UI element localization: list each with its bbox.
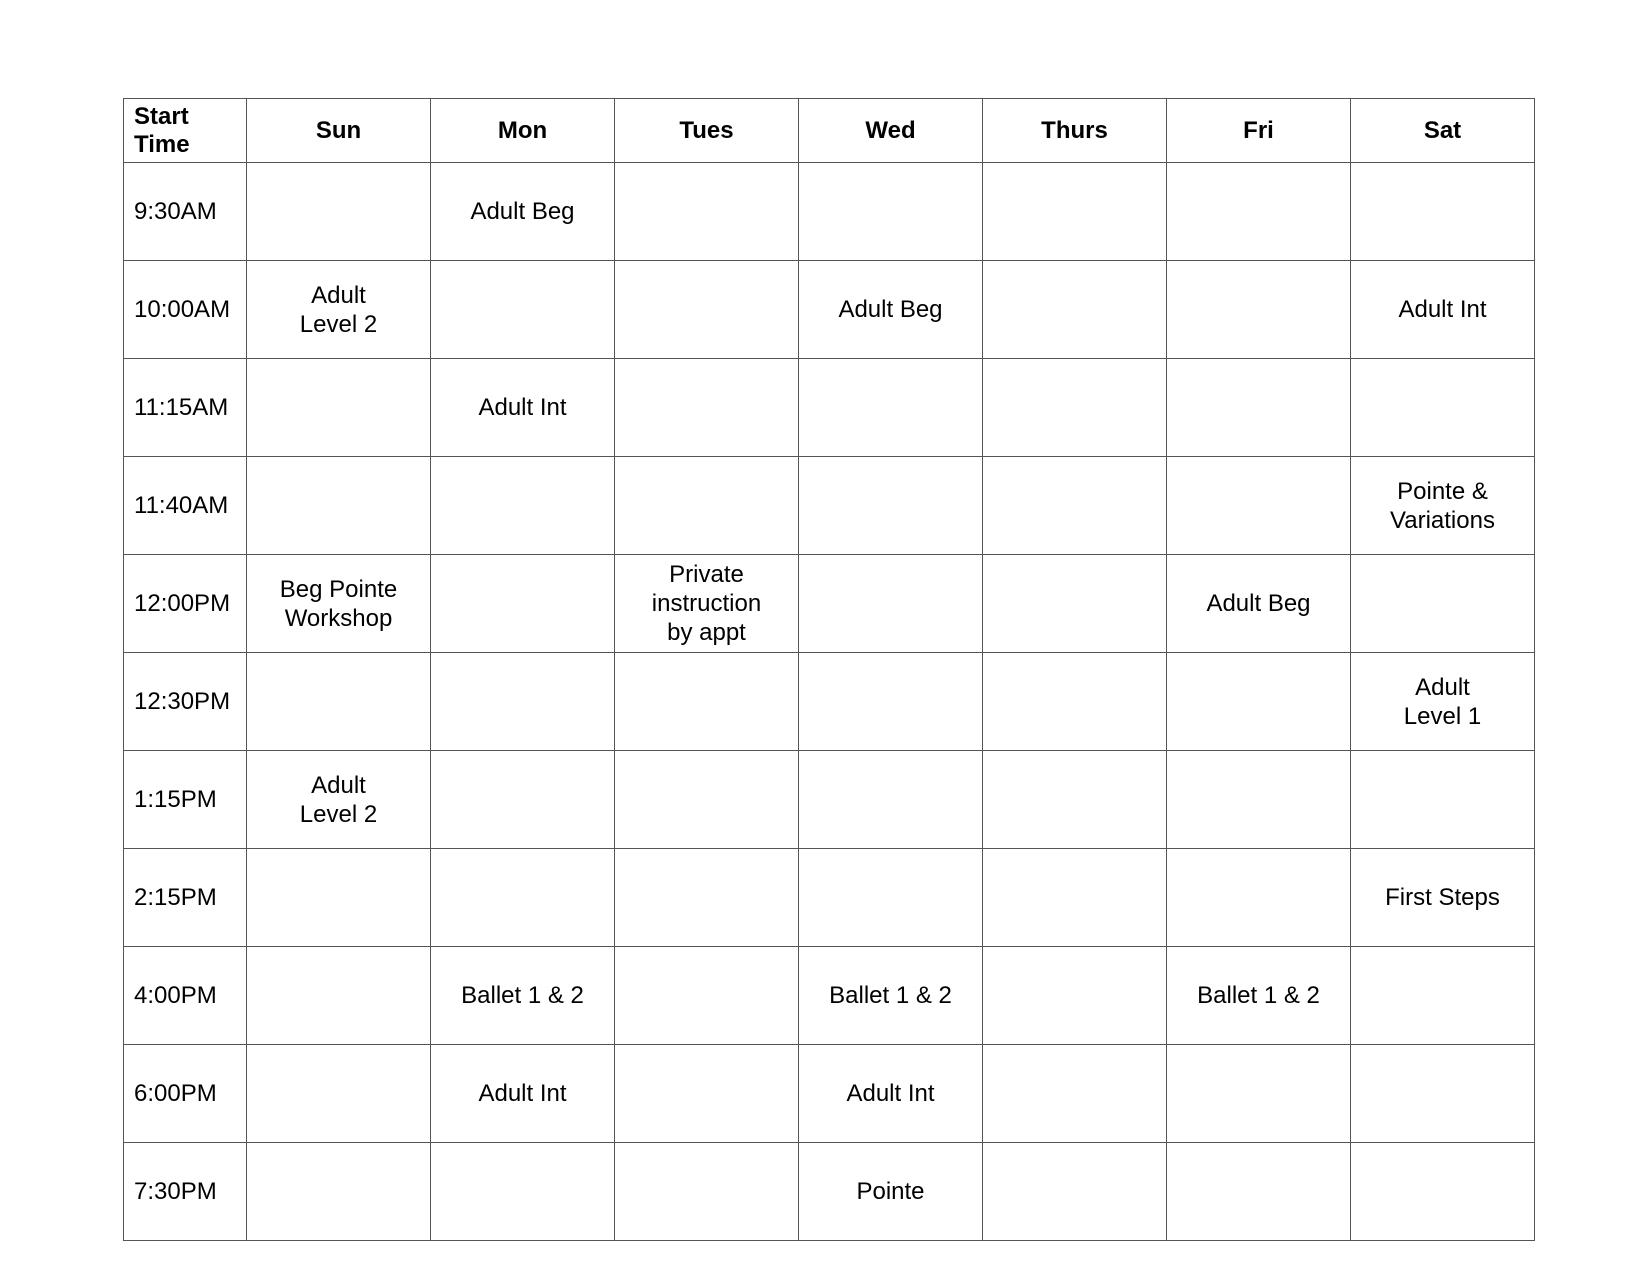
schedule-row [124,1143,1535,1241]
day-header-thurs: Thurs [983,99,1167,163]
class-cell-fri [1167,751,1351,849]
class-cell-thurs [983,751,1167,849]
class-cell-sat [1351,1143,1535,1241]
schedule-row [124,163,1535,261]
class-name: Beg Pointe [279,575,398,603]
day-header-wed: Wed [799,99,983,163]
class-cell-wed [799,751,983,849]
class-cell-wed [799,1045,983,1143]
class-name: Workshop [284,604,393,632]
class-cell-sun [247,457,431,555]
class-cell-mon [431,261,615,359]
class-cell-thurs [983,555,1167,653]
class-cell-thurs [983,163,1167,261]
day-header-tues: Tues [615,99,799,163]
schedule-row [124,555,1535,653]
class-cell-mon [431,555,615,653]
start-time-cell: 11:15AM [124,359,247,457]
day-header-mon: Mon [431,99,615,163]
schedule-row [124,849,1535,947]
class-name: Adult Int [846,1080,935,1107]
class-cell-fri [1167,947,1351,1045]
class-cell-wed [799,947,983,1045]
class-name: Variations [1390,506,1495,534]
start-time-cell: 11:40AM [124,457,247,555]
class-cell-tues [615,261,799,359]
class-cell-sat [1351,163,1535,261]
class-name: Adult Beg [470,198,575,225]
class-cell-mon [431,751,615,849]
class-cell-wed [799,359,983,457]
class-cell-wed [799,261,983,359]
schedule-row [124,653,1535,751]
class-cell-mon [431,1045,615,1143]
class-cell-wed [799,653,983,751]
class-cell-sun [247,555,431,653]
class-cell-mon [431,1143,615,1241]
class-cell-sun [247,261,431,359]
start-time-header [124,99,247,163]
class-cell-sat [1351,849,1535,947]
schedule-row [124,359,1535,457]
schedule-row [124,751,1535,849]
start-time-cell: 10:00AM [124,261,247,359]
class-cell-mon [431,457,615,555]
class-cell-fri [1167,1143,1351,1241]
class-cell-fri [1167,261,1351,359]
schedule-row [124,261,1535,359]
day-header-sun: Sun [247,99,431,163]
class-cell-mon [431,653,615,751]
class-cell-fri [1167,653,1351,751]
start-time-cell: 12:00PM [124,555,247,653]
class-cell-tues [615,849,799,947]
schedule-row [124,947,1535,1045]
class-cell-sun [247,163,431,261]
schedule-row [124,1045,1535,1143]
class-cell-sat [1351,947,1535,1045]
class-schedule-table [123,98,1535,1241]
class-cell-tues [615,457,799,555]
class-cell-thurs [983,1143,1167,1241]
class-name: Ballet 1 & 2 [1197,982,1320,1009]
class-name: Level 2 [299,800,378,828]
class-cell-mon [431,359,615,457]
class-cell-wed [799,457,983,555]
class-name: Adult Int [1398,296,1487,323]
class-cell-fri [1167,457,1351,555]
class-name: Adult [311,771,366,799]
class-name: Adult Int [478,394,567,421]
class-cell-sun [247,751,431,849]
class-cell-fri [1167,1045,1351,1143]
class-name: Adult [1415,673,1470,701]
class-cell-sun [247,653,431,751]
class-cell-wed [799,555,983,653]
class-cell-thurs [983,261,1167,359]
class-cell-sat [1351,555,1535,653]
class-cell-wed [799,163,983,261]
day-header-sat: Sat [1351,99,1535,163]
class-name: Adult Int [478,1080,567,1107]
class-cell-fri [1167,359,1351,457]
class-cell-sat [1351,751,1535,849]
class-cell-thurs [983,849,1167,947]
class-name: Ballet 1 & 2 [829,982,952,1009]
class-cell-tues [615,751,799,849]
class-cell-sun [247,849,431,947]
class-cell-wed [799,1143,983,1241]
start-time-cell: 7:30PM [124,1143,247,1241]
class-cell-thurs [983,947,1167,1045]
class-cell-sat [1351,359,1535,457]
class-cell-mon [431,849,615,947]
class-cell-tues [615,1045,799,1143]
class-name: Adult Beg [838,296,943,323]
class-cell-thurs [983,1045,1167,1143]
class-cell-sun [247,359,431,457]
class-cell-mon [431,163,615,261]
start-time-header-line: Start [134,102,189,130]
class-cell-tues [615,163,799,261]
start-time-cell: 4:00PM [124,947,247,1045]
class-cell-fri [1167,555,1351,653]
start-time-header-line: Time [134,130,190,158]
start-time-cell: 1:15PM [124,751,247,849]
class-cell-sat [1351,653,1535,751]
schedule-row [124,457,1535,555]
class-cell-tues [615,359,799,457]
class-cell-sat [1351,457,1535,555]
class-cell-tues [615,1143,799,1241]
class-cell-sat [1351,261,1535,359]
class-cell-thurs [983,457,1167,555]
class-cell-sun [247,1045,431,1143]
class-cell-sun [247,1143,431,1241]
class-cell-sun [247,947,431,1045]
class-cell-tues [615,653,799,751]
class-name: Adult Beg [1206,590,1311,617]
class-name: Ballet 1 & 2 [461,982,584,1009]
day-header-fri: Fri [1167,99,1351,163]
class-name: Pointe & [1397,477,1488,505]
start-time-cell: 6:00PM [124,1045,247,1143]
class-cell-sat [1351,1045,1535,1143]
class-name: First Steps [1385,884,1500,911]
start-time-cell: 12:30PM [124,653,247,751]
start-time-cell: 9:30AM [124,163,247,261]
header-row [124,99,1535,163]
class-cell-mon [431,947,615,1045]
class-name: Pointe [856,1178,925,1205]
class-name: Level 1 [1403,702,1482,730]
class-cell-fri [1167,163,1351,261]
class-name: instruction [651,590,762,617]
class-name: Private [669,561,744,588]
class-cell-thurs [983,359,1167,457]
class-name: by appt [667,619,746,646]
class-cell-thurs [983,653,1167,751]
class-cell-fri [1167,849,1351,947]
class-cell-tues [615,555,799,653]
start-time-cell: 2:15PM [124,849,247,947]
class-name: Adult [311,281,366,309]
schedule-body [124,163,1535,1241]
class-cell-wed [799,849,983,947]
class-cell-tues [615,947,799,1045]
class-name: Level 2 [299,310,378,338]
